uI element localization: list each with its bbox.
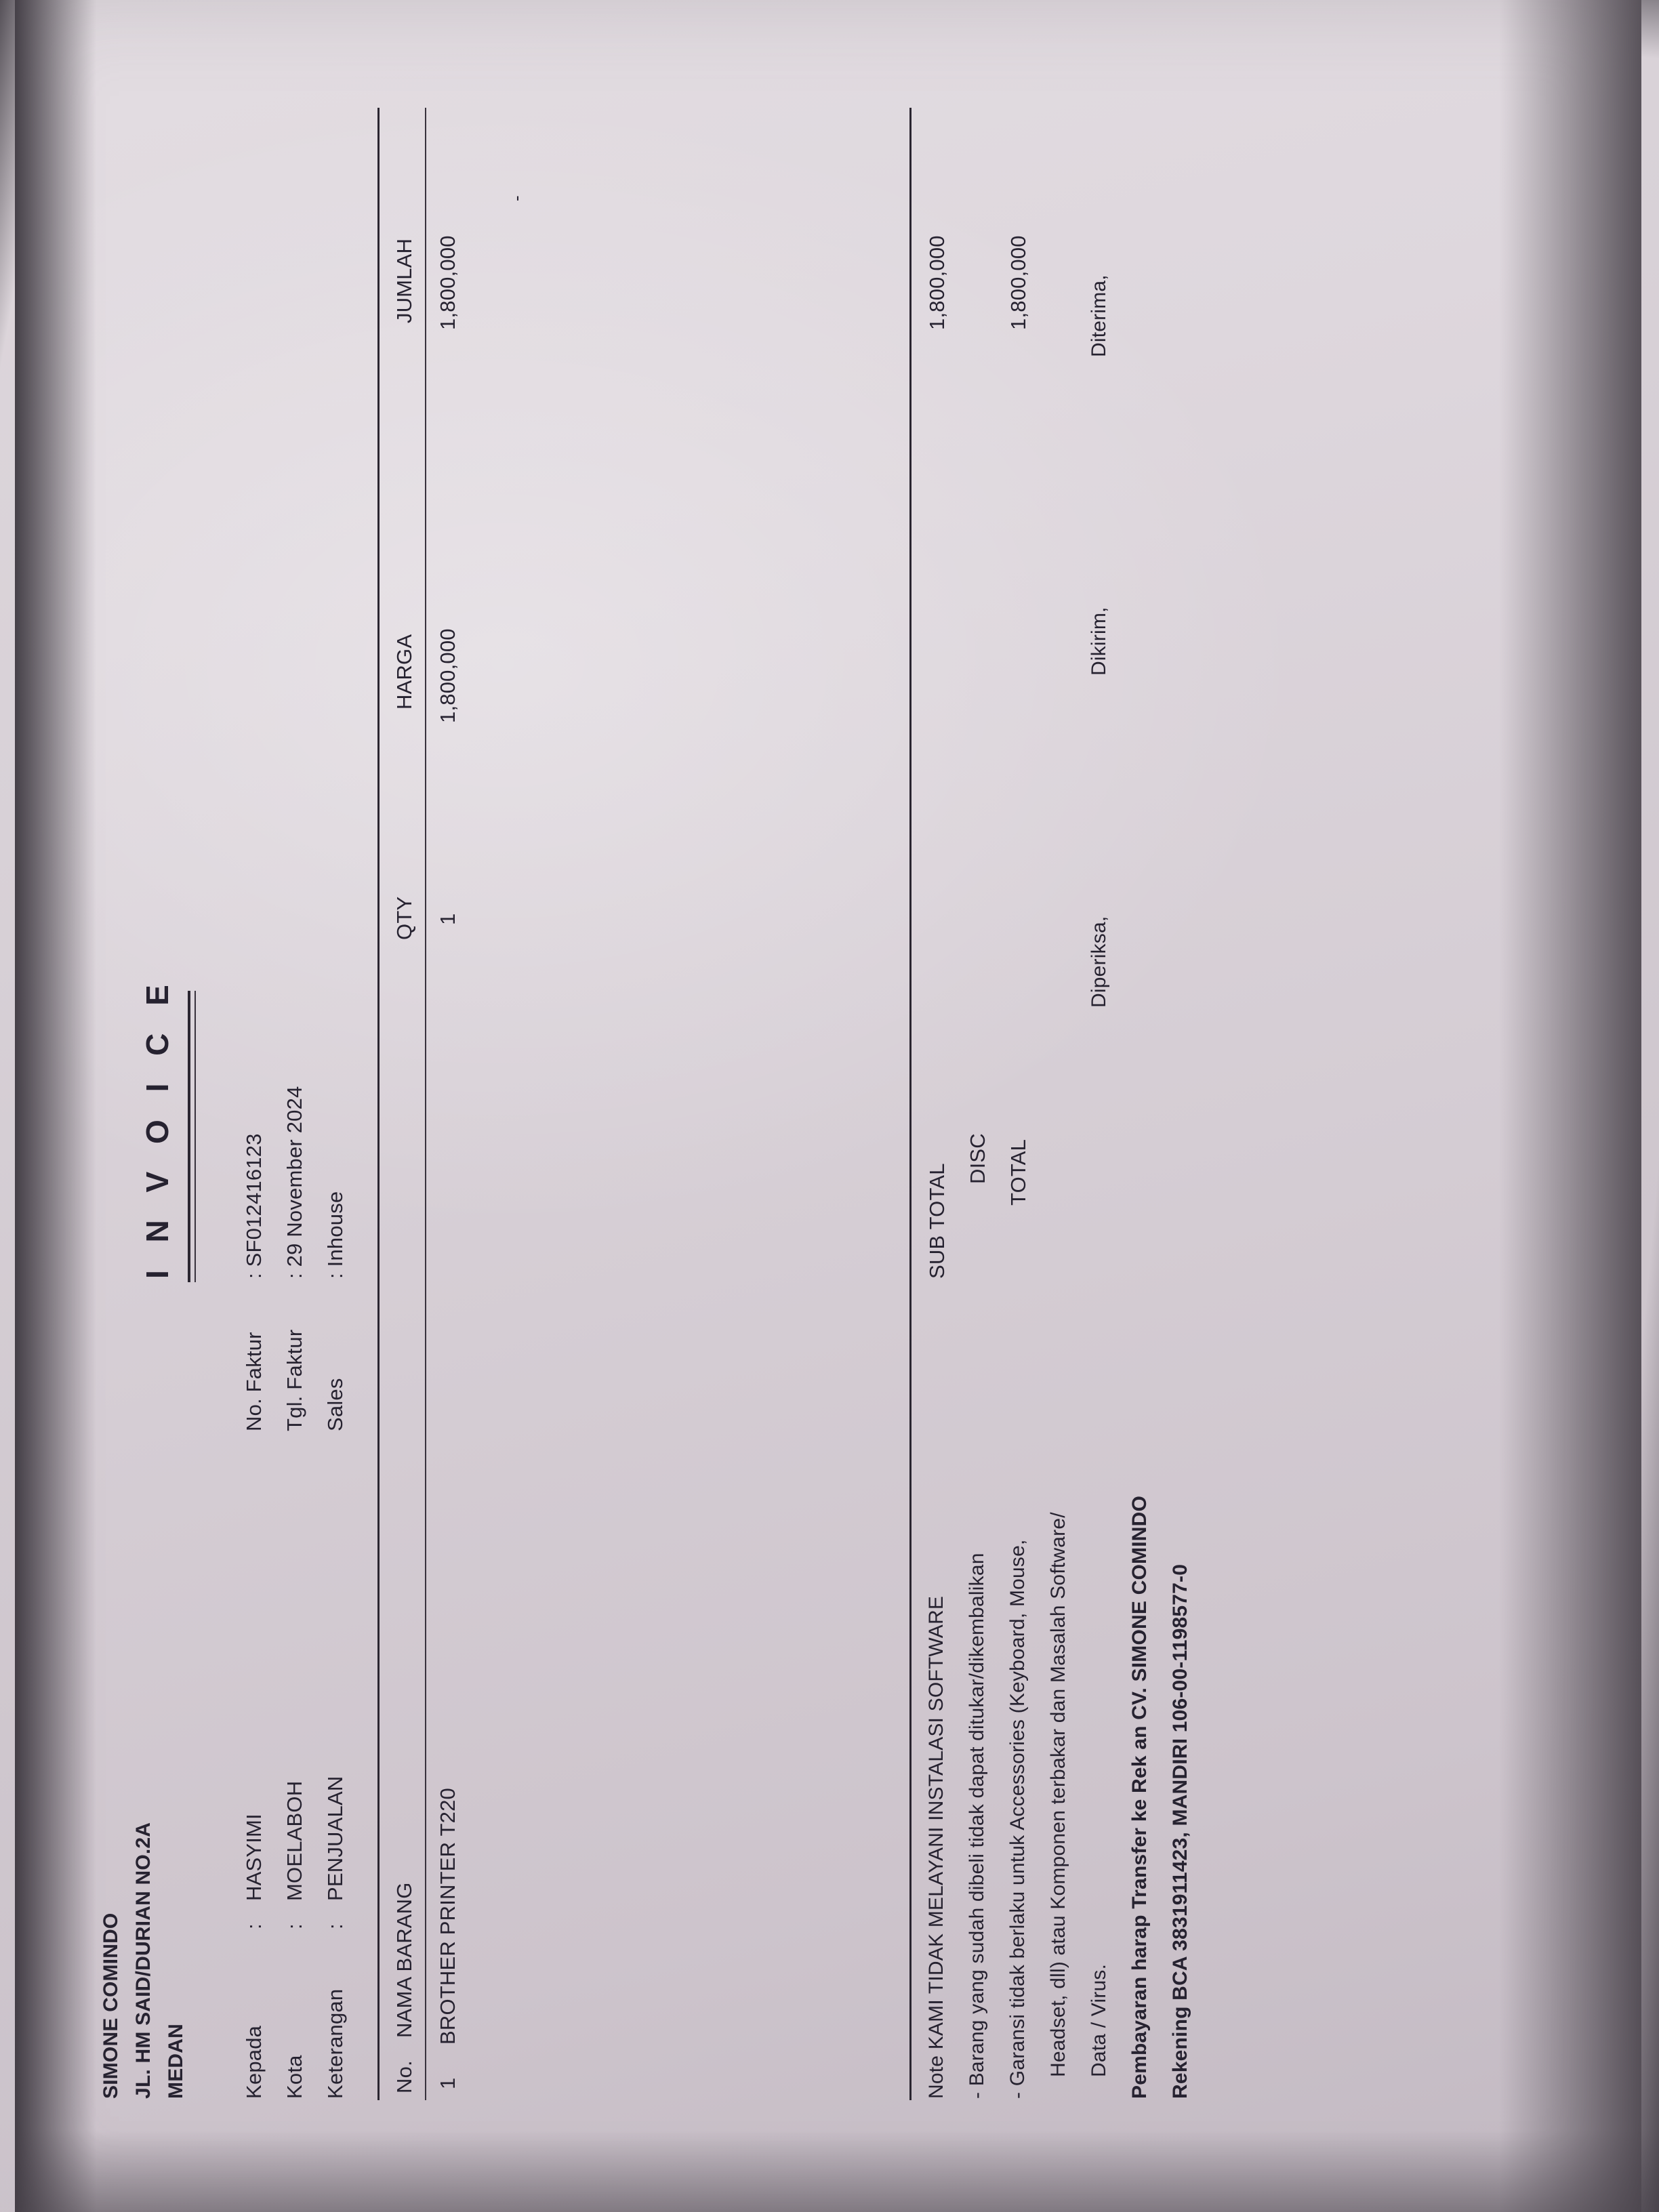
row-no: 1 [436,2077,459,2089]
signature-diterima: Diterima, [1088,274,1110,357]
table-header-jumlah: JUMLAH [392,238,416,323]
left-edge-shadow [15,0,96,2212]
table-header-harga: HARGA [392,634,416,710]
notes-item-1: - Garansi tidak berlaku untuk Accessories (Keyboard, Mouse, [1006,1539,1029,2099]
table-header-rule [425,108,426,2100]
table-top-rule [377,108,380,2100]
row-qty: 1 [436,913,459,925]
table-header-qty: QTY [392,896,416,940]
kepada-label: Kepada [242,2025,266,2099]
kepada-value: HASYIMI [242,1814,266,1901]
kota-separator: : [283,1923,306,1929]
kepada-separator: : [242,1923,266,1929]
table-bottom-rule [909,108,912,2100]
total-label-1: DISC [966,1133,989,1184]
row-nama-barang: BROTHER PRINTER T220 [436,1788,459,2045]
notes-item-3: Data / Virus. [1088,1963,1110,2077]
total-label-0: SUB TOTAL [925,1163,949,1279]
total-value-0: 1,800,000 [925,235,949,330]
keterangan-separator: : [323,1923,347,1929]
table-header-no: No. [392,2060,416,2093]
sales-value: : Inhouse [323,1191,347,1279]
total-value-2: 1,800,000 [1006,235,1030,330]
right-edge-shadow [1499,0,1641,2212]
tgl-faktur-value: : 29 November 2024 [283,1086,306,1279]
document-title: I N V O I C E [140,975,175,1279]
row-harga: 1,800,000 [436,628,459,723]
bottom-edge-shadow [15,2131,1659,2212]
tgl-faktur-label: Tgl. Faktur [283,1329,306,1431]
total-label-2: TOTAL [1006,1139,1030,1206]
sales-label: Sales [323,1378,347,1431]
keterangan-label: Keterangan [323,1988,347,2099]
row-jumlah: 1,800,000 [436,235,459,330]
payment-line-2: Rekening BCA 3831911423, MANDIRI 106-00-1198577-0 [1169,1563,1191,2099]
company-city: MEDAN [165,2024,187,2099]
no-faktur-value: : SF012416123 [242,1133,266,1279]
notes-item-2: Headset, dll) atau Komponen terbakar dan Masalah Software/ [1047,1512,1069,2077]
signature-diperiksa: Diperiksa, [1088,916,1110,1008]
keterangan-value: PENJUALAN [323,1776,347,1901]
table-header-nama-barang: NAMA BARANG [392,1882,416,2038]
title-underline [188,991,190,1282]
no-faktur-label: No. Faktur [242,1332,266,1431]
rotated-document-wrapper [59,59,1597,2153]
title-underline-2 [194,991,196,1282]
stray-dash-mark: - [506,195,527,201]
company-name: SIMONE COMINDO [100,1912,122,2099]
notes-heading: Note KAMI TIDAK MELAYANI INSTALASI SOFTWARE [925,1595,947,2099]
payment-line-1: Pembayaran harap Transfer ke Rek an CV. SIMONE COMINDO [1128,1496,1151,2099]
signature-dikirim: Dikirim, [1088,607,1110,676]
invoice-sheet [59,59,1597,2153]
notes-item-0: - Barang yang sudah dibeli tidak dapat ditukar/dikembalikan [966,1553,988,2099]
invoice-paper [15,0,1641,2212]
kota-value: MOELABOH [283,1780,306,1901]
company-address: JL. HM SAID/DURIAN NO.2A [132,1822,155,2099]
kota-label: Kota [283,2055,306,2099]
